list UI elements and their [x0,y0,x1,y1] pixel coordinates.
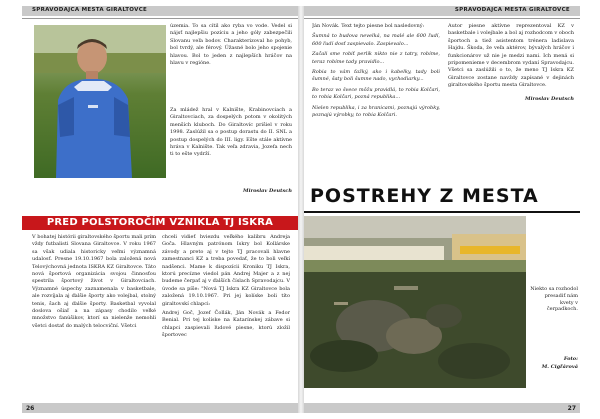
section-title-rule [304,211,580,213]
postrehy-section-header [304,184,580,210]
article-signature: Miroslav Deutsch [243,188,292,194]
song-verse: Šumná to budova nevelká, na malé ale 600 ľudí, 600 ľudí dosť zaspievalo. Zaspievalo... [312,33,440,47]
player-illustration [34,25,166,178]
left-page [22,6,298,413]
left-header-title: SPRAVODAJCA MESTA GIRALTOVCE [32,7,148,13]
article-continuation [170,23,292,195]
section-banner [22,216,298,230]
article-paragraph: chceli vidieť hviezdu veľkého kalibru Andreja Goča. Hlavným patrónom Iskry bol Kollárske závody a preto aj v tejto TJ pracovali hlavne zamestnanci KZ a treba povedať, že to boli veľkí nadšenci. Mame k dispozícii Kroniku TJ Iskra, ktorú precízne viedol pán Andrej Majer a z nej budeme čerpať aj v ďalších číslach Spravodajcu. V úvode sa píše: "Nová TJ Iskra KZ Giraltovce bola založená 19.10.1967. Pri jej kolíske boli títo giraltovskí chlapci: [162,234,290,307]
left-header-rule [22,18,298,19]
photo-caption: Niekto sa rozhodol presadiť nám kvety v čerpadkoch. [530,286,578,313]
right-page [304,6,580,413]
song-column [312,23,440,181]
page-number-right: 27 [567,405,576,412]
photo-credit-author: M. Cigľárová [541,364,578,370]
street-photo [304,216,526,388]
right-header-rule [304,18,580,19]
song-verse: Nielen republika, i za hranicami, poznajú výrobky, poznajú výrobky, to robia Kolčari. [312,104,440,119]
left-footer-bar [22,403,298,413]
football-player-photo [34,25,166,178]
section-title: POSTREHY Z MESTA [310,185,539,207]
page-number-left: 26 [26,405,35,412]
iskra-article-column-1 [32,234,156,396]
banner-title: PRED POLSTOROČÍM VZNIKLA TJ ISKRA [46,217,274,228]
song-verse: Robia to vám ťažký, ako i kabelky, tady boli šumné, šaty boli šumne nado, vychodiarky... [312,69,440,83]
article-paragraph: Autor piesne aktívne reprezentoval KZ v basketbale i volejbale a bol aj rozhodcom v oboch športoch a tiež asistentom trénera ladislava Hajdu. Škoda, že veľa aktérov, bývalých hráčov i funkcionárov už nie je medzi nami. Ich mená si pripomenieme v decembrom vydaní Spravodajcu. Všetci sa zaslúžili o to, že meno TJ Iskra KZ Giraltovce zostane navždy zapísané v dejinách giraltovského športu mesta Giraltovce. [448,23,574,89]
article-paragraph: územia. To sa cítil ako ryba vo vode. Vedel si nájsť najlepšiu pozíciu a jeho góly zabezpečili Slovanu veľa bodov. Charakterizoval ho pohyb, bol tvrdý, ale férový. Úžasné bolo jeho spojenie hlavou. Bol to jeden z najlepších hráčov na hlavu v regióne. [170,23,292,67]
article-paragraph: Andrej Goč, Jozef Čollák, Ján Novák a Fedor Benial. Pri tej kolíske na Katarínskej zábave si chlapci zaspievali ľudové piesne, ktorú zložil športovec [162,310,290,339]
song-verse: Začali sme robiť perlík nikto nie z tatry, robíme, teraz robíme tady pravidlo... [312,51,440,65]
iskra-article-column-2 [162,234,290,396]
street-illustration [304,216,526,388]
song-verse: Bo teraz vo švece môžu pravidlá, to robia Kolčari, to robia Kolčari, pozná republika... [312,86,440,101]
song-intro: Ján Novák. Text tejto piesne bol nasledovný: [312,23,425,29]
article-paragraph: Za mládež hral v Kalnište, Krabinovciach a Giraltovciach, za dospelých potom v okolitých menších kluboch. Do Giraltovíc prišiel v roku 1998. Zaslúžil sa o postup dorastu do II. SNL a postup dospelých do III. ligy. Ešte stále aktívne hráva v Kalnište. Tak veľa zdravia, Jozefa nech ti to ešte vydrží. [170,107,292,158]
article-signature: Miroslav Deutsch [525,95,574,102]
right-header-title: SPRAVODAJCA MESTA GIRALTOVCE [454,7,570,13]
right-footer-bar [304,403,580,413]
article-paragraph: V bohatej histórii giraltovského športu mali prím vždy futbalisti Slovana Giraltovce. V roku 1967 sa však udiala historicky veľmi významná udalosť. Presne 19.10.1967 bola založená nová Telovýchovná jednota ISKRA KZ Giraltovce. Táto nová športová organizácia svojou činnosťou spestrila športový život v Giraltovciach. Významné úspechy zaznamenala v basketbale, ale rozvíjala aj ďalšie športy ako volejbal, stolný tenis, šach aj ďalšie športy. Basketbal vyvolal doslova ošiaľ a na zápasy chodilo veľké množstvo fanúšikov, ktorí sa nielenže nemohli všetci dostať do malých telocviční. Všetci [32,234,156,329]
photo-credit-label: Foto: [563,356,578,362]
author-column [448,23,574,103]
